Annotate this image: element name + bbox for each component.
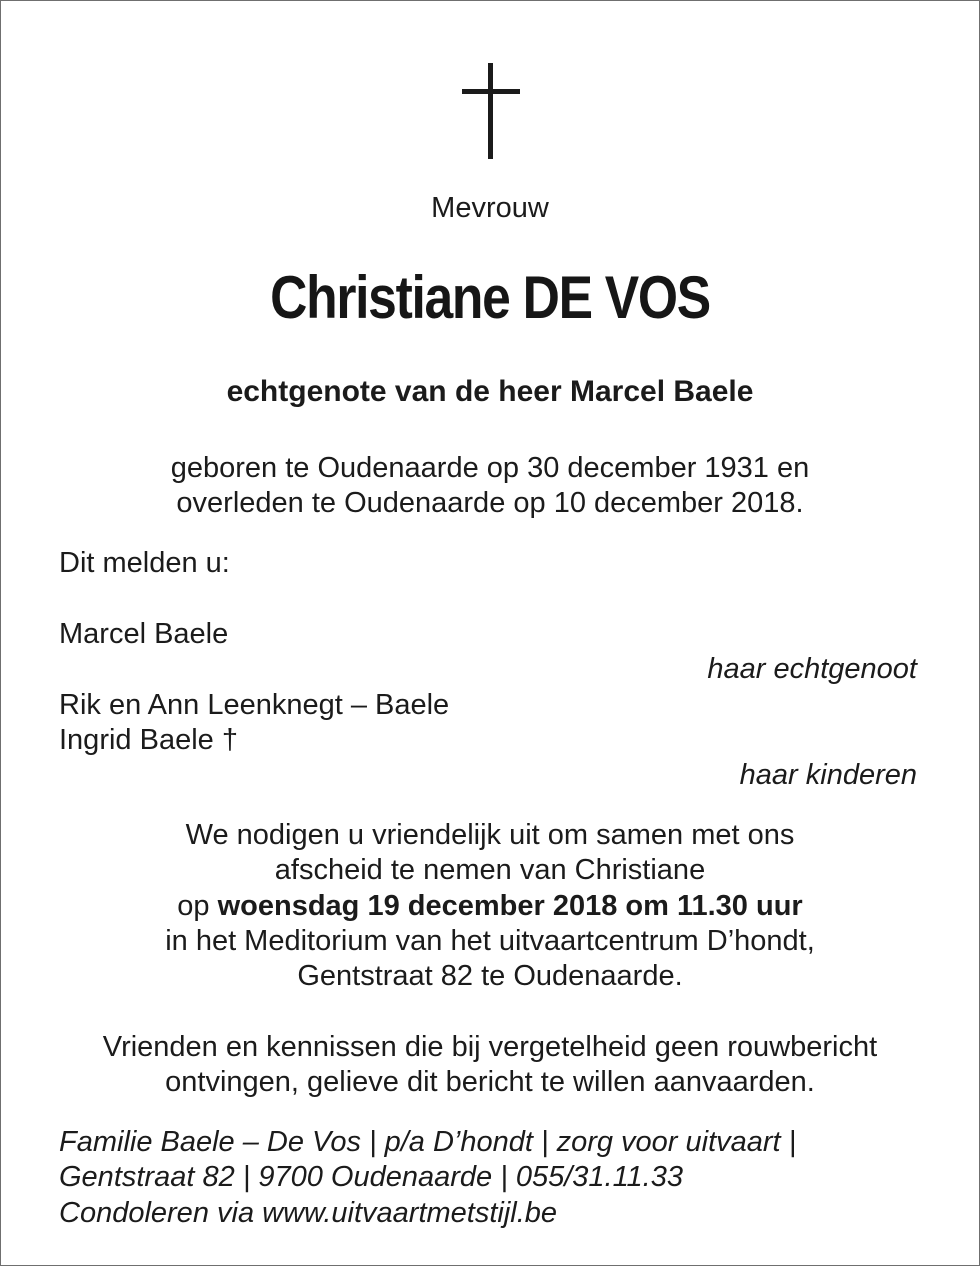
invitation-line-2: afscheid te nemen van Christiane (274, 854, 706, 886)
cross-vertical-bar (488, 63, 493, 159)
relation-line: echtgenote van de heer Marcel Baele (226, 375, 754, 408)
child-name-1: Rik en Ann Leenknegt – Baele (59, 689, 450, 721)
cross-horizontal-bar (462, 89, 520, 94)
spouse-name: Marcel Baele (59, 618, 229, 650)
announcement-intro: Dit melden u: (59, 547, 230, 579)
birth-line: geboren te Oudenaarde op 30 december 1931 en (170, 452, 810, 484)
footer-line-3: Condoleren via www.uitvaartmetstijl.be (59, 1197, 558, 1229)
children-role: haar kinderen (739, 759, 917, 791)
invitation-line-5: Gentstraat 82 te Oudenaarde. (297, 960, 683, 992)
footer-line-2: Gentstraat 82 | 9700 Oudenaarde | 055/31.11.33 (59, 1161, 683, 1193)
deceased-name: Christiane DE VOS (270, 264, 710, 331)
invitation-date-prefix: op (177, 890, 218, 922)
child-name-2: Ingrid Baele † (59, 724, 238, 756)
invitation-line-1: We nodigen u vriendelijk uit om samen met ons (185, 819, 795, 851)
footer-line-1: Familie Baele – De Vos | p/a D’hondt | zorg voor uitvaart | (59, 1126, 797, 1158)
death-line: overleden te Oudenaarde op 10 december 2018. (176, 487, 804, 519)
closing-line-1: Vrienden en kennissen die bij vergetelheid geen rouwbericht (102, 1031, 878, 1063)
closing-line-2: ontvingen, gelieve dit bericht te willen aanvaarden. (165, 1066, 815, 1098)
invitation-line-4: in het Meditorium van het uitvaartcentrum D’hondt, (165, 925, 815, 957)
salutation: Mevrouw (431, 192, 549, 224)
spouse-role: haar echtgenoot (707, 653, 917, 685)
invitation-date-time: woensdag 19 december 2018 om 11.30 uur (217, 890, 803, 922)
latin-cross-icon (462, 63, 520, 159)
invitation-date-line (0, 889, 980, 924)
